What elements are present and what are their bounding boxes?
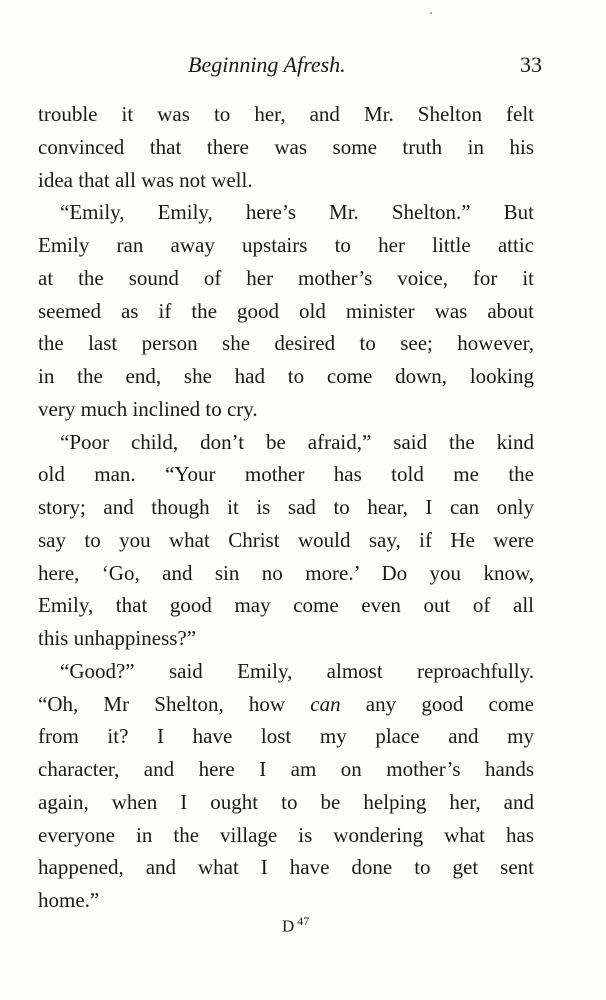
text-line: Emily ran away upstairs to her little attic	[38, 233, 534, 257]
text-line: trouble it was to her, and Mr. Shelton felt	[38, 102, 534, 126]
text-line: home.”	[38, 888, 100, 912]
text-line: say to you what Christ would say, if He were	[38, 527, 534, 552]
text-line: here, ‘Go, and sin no more.’ Do you know,	[38, 560, 534, 585]
text-line: convinced that there was some truth in his	[38, 134, 534, 159]
text-line: everyone in the village is wondering what has	[38, 822, 534, 847]
text-line: very much inclined to cry.	[38, 396, 258, 421]
text-line-part: “Oh, Mr Shelton, how	[38, 691, 311, 716]
text-line: happened, and what I have done to get sent	[38, 855, 534, 880]
italic-emphasis: can	[310, 691, 341, 716]
text-line: Emily, that good may come even out of all	[38, 593, 534, 618]
text-line: again, when I ought to be helping her, and	[38, 789, 534, 814]
text-line: at the sound of her mother’s voice, for it	[38, 265, 534, 290]
text-line: this unhappiness?”	[38, 626, 197, 650]
running-title: Beginning Afresh.	[188, 52, 346, 77]
text-line: old man. “Your mother has told me the	[38, 462, 534, 487]
text-line: from it? I have lost my place and my	[38, 724, 534, 749]
text-line	[38, 688, 534, 721]
paper-speck	[430, 12, 432, 14]
text-line: seemed as if the good old minister was about	[38, 298, 534, 323]
signature-letter: D	[282, 916, 295, 936]
text-line: character, and here I am on mother’s hands	[38, 757, 534, 781]
text-line-part: any good come	[340, 691, 534, 716]
text-line: “Good?” said Emily, almost reproachfully.	[60, 658, 534, 683]
body-text	[38, 98, 534, 917]
printer-signature	[282, 914, 309, 937]
text-line: in the end, she had to come down, looking	[38, 364, 534, 388]
text-line: story; and though it is sad to hear, I can only	[38, 495, 534, 519]
text-line: “Poor child, don’t be afraid,” said the kind	[60, 429, 534, 454]
text-line: idea that all was not well.	[38, 167, 253, 192]
page-header	[0, 52, 606, 86]
signature-number: 47	[297, 914, 310, 928]
text-line: the last person she desired to see; however,	[38, 331, 534, 356]
text-line: “Emily, Emily, here’s Mr. Shelton.” But	[60, 200, 534, 225]
page-number: 33	[520, 52, 542, 77]
